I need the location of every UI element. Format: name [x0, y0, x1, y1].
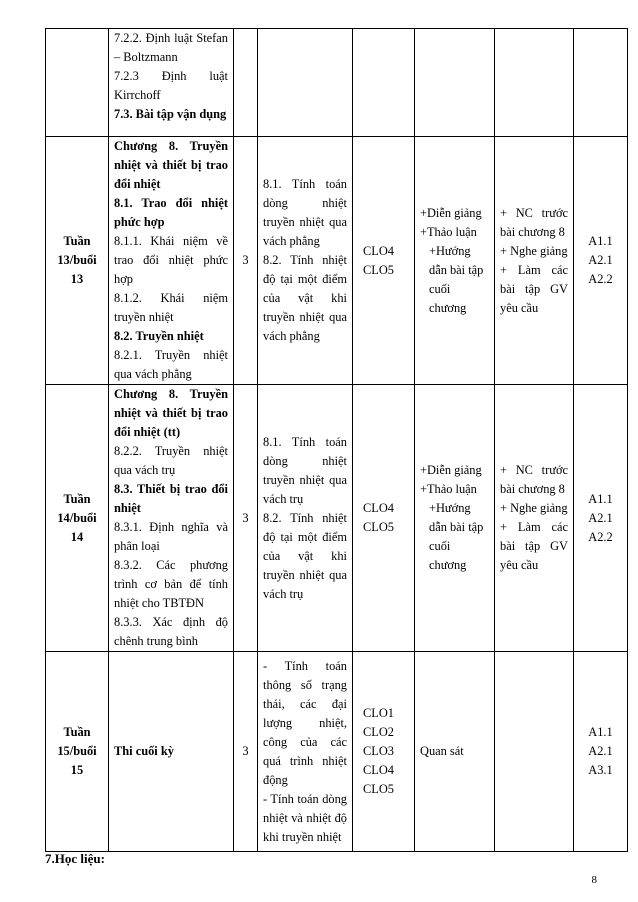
activity-cell: [495, 137, 574, 385]
week-cell: [46, 652, 109, 852]
content-item: 8.1. Trao đổi nhiệt phức hợp: [114, 196, 228, 229]
task-item: 8.1. Tính toán dòng nhiệt truyền nhiệt qua vách phẳng: [263, 177, 347, 248]
content-item: 8.2.2. Truyền nhiệt qua vách trụ: [114, 444, 228, 477]
content-item: Chương 8. Truyền nhiệt và thiết bị trao đổi nhiệt: [114, 139, 228, 191]
clo-item: CLO5: [363, 782, 394, 796]
week-label: Tuần 13/buổi 13: [57, 234, 97, 286]
content-cell: [109, 385, 234, 652]
table-row: [46, 652, 628, 852]
assessment-item: A2.1: [588, 744, 613, 758]
content-item: 8.3. Thiết bị trao đổi nhiệt: [114, 482, 228, 515]
content-item: Chương 8. Truyền nhiệt và thiết bị trao đổi nhiệt (tt): [114, 387, 228, 439]
method-cell: [415, 385, 495, 652]
week-cell: [46, 385, 109, 652]
method-item: Quan sát: [420, 744, 464, 758]
content-item: 8.1.1. Khái niệm về trao đổi nhiệt phức hợp: [114, 234, 228, 286]
method-item: +Diễn giảng: [420, 205, 482, 220]
content-item: 8.3.2. Các phương trình cơ bản để tính nhiệt cho TBTĐN: [114, 558, 228, 610]
method-cell: [415, 29, 495, 137]
content-cell: [109, 29, 234, 137]
method-item: +Thảo luận: [420, 482, 477, 496]
assessment-item: A1.1: [588, 234, 613, 248]
assessment-item: A2.2: [588, 529, 613, 544]
page-number: 8: [591, 874, 597, 886]
week-cell: [46, 137, 109, 385]
clo-cell: [353, 137, 415, 385]
task-item: 8.2. Tính nhiệt độ tại một điểm của vật khi truyền nhiệt qua vách trụ: [263, 510, 347, 601]
activity-item: + Làm các bài tập GV yêu cầu: [500, 262, 568, 315]
content-item: 8.2. Truyền nhiệt: [114, 329, 204, 343]
hours-value: 3: [242, 253, 249, 267]
assessment-item: A2.2: [588, 272, 613, 286]
assessment-item: A1.1: [588, 491, 613, 506]
method-cell: [415, 652, 495, 852]
task-item: 8.1. Tính toán dòng nhiệt truyền nhiệt qua vách trụ: [263, 434, 347, 506]
activity-item: + Làm các bài tập GV yêu cầu: [500, 520, 568, 572]
task-cell: [258, 29, 353, 137]
method-cell: [415, 137, 495, 385]
task-item: - Tính toán thông số trạng thái, các đại lượng nhiệt, công của các quá trình nhiệt động: [263, 658, 347, 787]
content-item: 8.2.1. Truyền nhiệt qua vách phẳng: [114, 348, 228, 381]
method-item: +Diễn giảng: [420, 463, 482, 477]
activity-item: + NC trước bài chương 8: [500, 463, 568, 496]
activity-item: + Nghe giảng: [500, 243, 568, 258]
content-item: Thi cuối kỳ: [114, 744, 174, 758]
hours-cell: [234, 385, 258, 652]
assessment-cell: [574, 137, 628, 385]
clo-cell: [353, 652, 415, 852]
clo-item: CLO2: [363, 725, 394, 739]
assessment-item: A3.1: [588, 763, 613, 777]
method-item: +Hướng dẫn bài tập cuối chương: [429, 501, 484, 572]
hours-cell: [234, 652, 258, 852]
clo-item: CLO4: [363, 501, 394, 515]
activity-cell: [495, 385, 574, 652]
method-item: +Thảo luận: [420, 224, 477, 239]
task-cell: [258, 137, 353, 385]
assessment-item: A2.1: [588, 510, 613, 525]
hours-value: 3: [242, 510, 249, 525]
table-row: [46, 137, 628, 385]
clo-item: CLO5: [363, 262, 394, 277]
hours-value: 3: [242, 744, 249, 758]
clo-item: CLO3: [363, 744, 394, 758]
hours-cell: [234, 137, 258, 385]
task-cell: [258, 652, 353, 852]
content-cell: [109, 137, 234, 385]
content-item: 7.3. Bài tập vận dụng: [114, 107, 227, 121]
section-heading-hoc-lieu: 7.Học liệu:: [45, 851, 105, 866]
content-item: 8.3.1. Định nghĩa và phân loại: [114, 520, 228, 553]
activity-item: + NC trước bài chương 8: [500, 205, 568, 239]
week-label: Tuần 15/buổi 15: [57, 725, 97, 777]
assessment-cell: [574, 385, 628, 652]
assessment-cell: [574, 652, 628, 852]
content-item: 7.2.3 Định luật Kirrchoff: [114, 69, 228, 102]
clo-cell: [353, 385, 415, 652]
activity-cell: [495, 29, 574, 137]
clo-item: CLO1: [363, 706, 394, 720]
hours-cell: [234, 29, 258, 137]
table-row: [46, 385, 628, 652]
assessment-item: A1.1: [588, 725, 613, 739]
method-item: +Hướng dẫn bài tập cuối chương: [429, 243, 484, 315]
content-item: 8.3.3. Xác định độ chênh trung bình: [114, 615, 228, 648]
clo-item: CLO4: [363, 243, 394, 258]
content-item: 7.2.2. Định luật Stefan – Boltzmann: [114, 31, 228, 64]
content-item: 8.1.2. Khái niệm truyền nhiệt: [114, 291, 228, 324]
table-row: [46, 29, 628, 137]
week-label: Tuần 14/buổi 14: [57, 491, 97, 544]
activity-item: + Nghe giảng: [500, 501, 568, 515]
activity-cell: [495, 652, 574, 852]
syllabus-table-body: [46, 29, 628, 852]
task-cell: [258, 385, 353, 652]
task-item: 8.2. Tính nhiệt độ tại một điểm của vật khi truyền nhiệt qua vách phẳng: [263, 253, 347, 343]
assessment-item: A2.1: [588, 253, 613, 267]
clo-item: CLO4: [363, 763, 394, 777]
task-item: - Tính toán dòng nhiệt và nhiệt độ khi truyền nhiệt: [263, 791, 347, 844]
syllabus-table: [45, 28, 628, 852]
week-cell: [46, 29, 109, 137]
assessment-cell: [574, 29, 628, 137]
clo-item: CLO5: [363, 520, 394, 534]
clo-cell: [353, 29, 415, 137]
content-cell: [109, 652, 234, 852]
